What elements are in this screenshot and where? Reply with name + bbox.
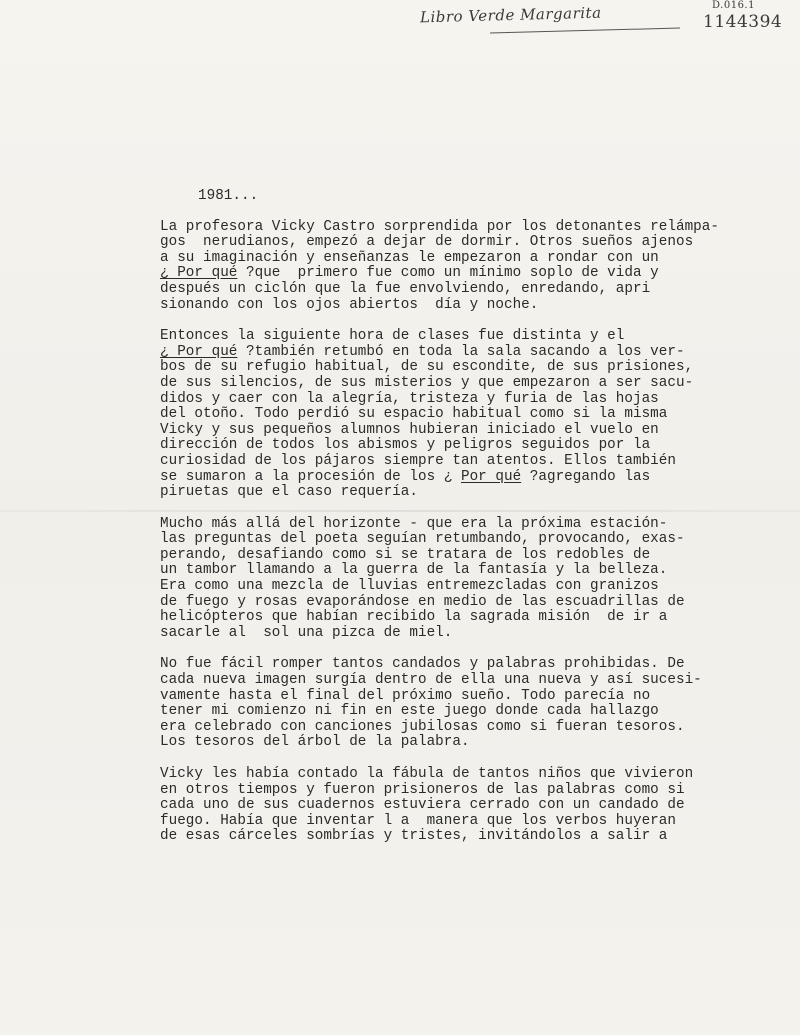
text-segment: a su imaginación y enseñanzas le empezaron a rondar con un [160, 249, 659, 266]
text-segment: gos nerudianos, empezó a dejar de dormir. Otros sueños ajenos [160, 234, 694, 251]
text-segment: vamente hasta el final del próximo sueño. Todo parecía no [160, 687, 651, 704]
text-segment: las preguntas del poeta seguían retumbando, provocando, exas- [160, 531, 685, 548]
text-line [160, 360, 780, 376]
text-line [160, 720, 780, 736]
text-segment: era celebrado con canciones jubilosas como si fueran tesoros. [160, 718, 685, 735]
paragraph-gap [160, 751, 780, 767]
text-segment: ?que primero fue como un mínimo soplo de vida y [237, 265, 659, 282]
text-line [160, 673, 780, 689]
text-line [160, 548, 780, 564]
paragraph-gap [160, 501, 780, 517]
text-segment: bos de su refugio habitual, de su escondite, de sus prisiones, [160, 359, 694, 376]
text-line [160, 282, 780, 298]
text-line [160, 735, 780, 751]
text-line [160, 454, 780, 470]
handwritten-underline [490, 28, 680, 34]
text-segment: un tambor llamando a la guerra de la fantasía y la belleza. [160, 562, 668, 579]
text-line [160, 423, 780, 439]
text-line [160, 798, 780, 814]
text-line [160, 517, 780, 533]
paragraphs-container [160, 220, 780, 845]
underlined-phrase: Por qué [460, 468, 522, 485]
text-line [160, 329, 780, 345]
text-segment: perando, desafiando como si se tratara de los redobles de [160, 546, 651, 563]
text-segment: cada nueva imagen surgía dentro de ella una nueva y así sucesi- [160, 672, 702, 689]
text-line [160, 814, 780, 830]
text-segment: sionando con los ojos abiertos día y noche. [160, 296, 539, 313]
text-line [160, 595, 780, 611]
text-line [160, 689, 780, 705]
archive-code-small: D.016.1 [712, 0, 755, 11]
underlined-phrase: ¿ Por qué [160, 343, 238, 360]
text-segment: cada uno de sus cuadernos estuviera cerrado con un candado de [160, 797, 685, 814]
archive-code: 1144394 [703, 12, 783, 32]
text-segment: Mucho más allá del horizonte - que era la próxima estación- [160, 515, 668, 532]
text-segment: piruetas que el caso requería. [160, 484, 418, 501]
text-line [160, 626, 780, 642]
text-segment: Vicky y sus pequeños alumnos hubieran iniciado el vuelo en [160, 421, 659, 438]
text-segment: después un ciclón que la fue envolviendo, enredando, apri [160, 280, 651, 297]
text-segment: sacarle al sol una pizca de miel. [160, 624, 453, 641]
handwritten-title: Libro Verde Margarita [419, 3, 602, 27]
text-segment: dirección de todos los abismos y peligros seguidos por la [160, 437, 651, 454]
text-line [160, 704, 780, 720]
text-line [160, 438, 780, 454]
text-line [160, 470, 780, 486]
text-segment: Era como una mezcla de lluvias entremezcladas con granizos [160, 578, 659, 595]
text-segment: Vicky les había contado la fábula de tantos niños que vivieron [160, 766, 694, 782]
text-line [160, 251, 780, 267]
paragraph [160, 657, 780, 751]
text-segment: de fuego y rosas evaporándose en medio de las escuadrillas de [160, 593, 685, 610]
paragraph [160, 329, 780, 501]
text-segment: Entonces la siguiente hora de clases fue distinta y el [160, 328, 625, 345]
text-line [160, 783, 780, 799]
text-line [160, 829, 780, 845]
paragraph [160, 220, 780, 314]
text-line [160, 563, 780, 579]
text-segment: ?agregando las [521, 468, 651, 485]
text-line [160, 220, 780, 236]
text-line [160, 767, 780, 783]
text-line [160, 235, 780, 251]
text-segment: curiosidad de los pájaros siempre tan atentos. Ellos también [160, 452, 676, 469]
text-segment: tener mi comienzo ni fin en este juego donde cada hallazgo [160, 703, 659, 720]
paragraph [160, 767, 780, 845]
text-segment: en otros tiempos y fueron prisioneros de las palabras como si [160, 781, 685, 798]
text-segment: de esas cárceles sombrías y tristes, invitándolos a salir a [160, 828, 668, 845]
text-line [160, 485, 780, 501]
date-heading: 1981... [198, 188, 259, 204]
text-line [160, 345, 780, 361]
text-segment: Los tesoros del árbol de la palabra. [160, 734, 470, 751]
text-segment: de sus silencios, de sus misterios y que empezaron a ser sacu- [160, 374, 694, 391]
typewritten-body [160, 189, 780, 845]
text-segment: se sumaron a la procesión de los ¿ [160, 468, 461, 485]
text-segment: didos y caer con la alegría, tristeza y furia de las hojas [160, 390, 659, 407]
text-line [160, 376, 780, 392]
text-line [160, 532, 780, 548]
paragraph-gap [160, 313, 780, 329]
underlined-phrase: ¿ Por qué [160, 265, 238, 282]
text-line [160, 657, 780, 673]
text-segment: fuego. Había que inventar l a manera que los verbos huyeran [160, 812, 676, 829]
text-line [160, 392, 780, 408]
text-line [160, 266, 780, 282]
text-line [160, 407, 780, 423]
text-line [160, 298, 780, 314]
text-segment: La profesora Vicky Castro sorprendida por los detonantes relámpa- [160, 218, 719, 235]
text-line [160, 579, 780, 595]
text-segment: ?también retumbó en toda la sala sacando a los ver- [237, 343, 685, 360]
paragraph-gap [160, 641, 780, 657]
text-line [160, 610, 780, 626]
text-segment: No fue fácil romper tantos candados y palabras prohibidas. De [160, 656, 685, 673]
text-segment: helicópteros que habían recibido la sagrada misión de ir a [160, 609, 668, 626]
paragraph [160, 517, 780, 642]
text-segment: del otoño. Todo perdió su espacio habitual como si la misma [160, 406, 668, 423]
